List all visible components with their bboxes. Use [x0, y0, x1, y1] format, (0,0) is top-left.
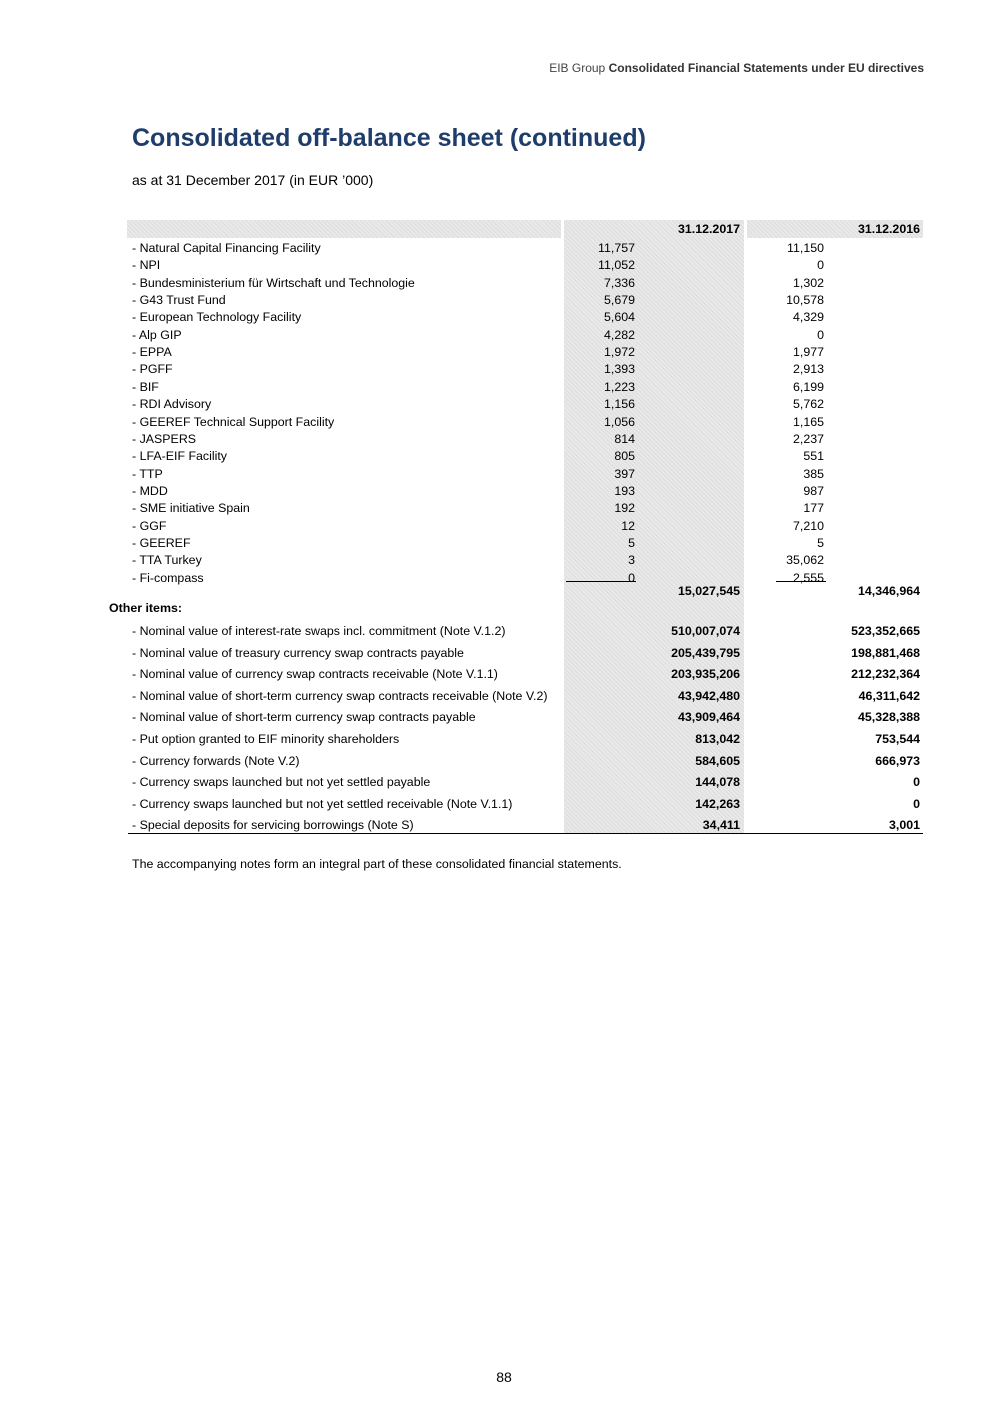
facility-value-2017: 5,604: [603, 310, 635, 325]
facility-value-2017: 5,679: [603, 293, 635, 308]
facility-value-2017: 1,393: [603, 362, 635, 377]
facility-label: - RDI Advisory: [132, 397, 212, 412]
running-header: [549, 61, 924, 75]
facility-value-2017: 11,052: [598, 258, 635, 273]
other-item-label: - Currency forwards (Note V.2): [132, 753, 300, 768]
facility-value-2016: 6,199: [792, 379, 824, 394]
other-item-value-2016: 45,328,388: [857, 710, 920, 725]
facility-value-2017: 397: [614, 466, 635, 481]
facility-value-2016: 0: [817, 327, 824, 342]
facility-value-2017: 12: [621, 518, 635, 533]
facility-label: - BIF: [132, 379, 159, 394]
facility-value-2016: 1,165: [792, 414, 824, 429]
other-item-value-2016: 198,881,468: [851, 645, 920, 660]
other-item-label: - Nominal value of interest-rate swaps incl. commitment (Note V.1.2): [132, 624, 506, 638]
facility-label: - PGFF: [132, 362, 173, 377]
facility-value-2016: 7,210: [792, 518, 824, 533]
column-header-2017: 31.12.2017: [677, 222, 740, 236]
facility-value-2017: 7,336: [603, 275, 635, 290]
other-item-value-2016: 3,001: [888, 818, 920, 833]
other-item-value-2017: 34,411: [702, 818, 740, 833]
facility-value-2016: 551: [803, 449, 824, 464]
other-item-value-2017: 584,605: [695, 753, 740, 768]
other-item-label: - Currency swaps launched but not yet settled payable: [132, 775, 431, 790]
other-item-value-2017: 144,078: [695, 775, 740, 790]
other-item-label: - Nominal value of short-term currency swap contracts receivable (Note V.2): [132, 688, 548, 703]
facility-label: - NPI: [132, 258, 161, 273]
page-number: 88: [496, 1369, 512, 1385]
facility-value-2016: 2,555: [792, 570, 824, 585]
facility-value-2016: 5,762: [792, 397, 824, 412]
other-item-label: - Nominal value of currency swap contracts receivable (Note V.1.1): [132, 667, 498, 682]
facility-value-2017: 3: [628, 553, 635, 568]
facilities-total-2016: 14,346,964: [857, 584, 920, 598]
other-item-label: - Put option granted to EIF minority shareholders: [132, 732, 400, 746]
facility-value-2016: 35,062: [786, 553, 824, 568]
facility-label: - Fi-compass: [132, 570, 204, 585]
facility-value-2016: 1,302: [792, 275, 824, 290]
facility-label: - LFA-EIF Facility: [132, 449, 228, 464]
facility-label: - European Technology Facility: [132, 310, 302, 325]
other-item-value-2017: 205,439,795: [671, 645, 740, 660]
facility-value-2016: 0: [817, 258, 824, 273]
facility-value-2016: 2,237: [792, 431, 824, 446]
other-item-value-2016: 753,544: [875, 732, 920, 746]
other-item-value-2016: 0: [913, 796, 920, 811]
facilities-total-2017: 15,027,545: [677, 584, 740, 598]
facility-value-2017: 0: [628, 570, 635, 585]
other-item-label: - Special deposits for servicing borrowings (Note S): [132, 818, 414, 833]
facility-value-2016: 4,329: [792, 310, 824, 325]
facility-label: - MDD: [132, 483, 168, 498]
facility-value-2017: 1,056: [603, 414, 635, 429]
other-item-value-2016: 666,973: [875, 753, 920, 768]
facility-label: - GGF: [132, 518, 167, 533]
other-item-label: - Nominal value of short-term currency swap contracts payable: [132, 710, 476, 725]
facility-value-2017: 814: [614, 431, 635, 446]
other-item-label: - Nominal value of treasury currency swap contracts payable: [132, 645, 464, 660]
facility-label: - G43 Trust Fund: [132, 293, 226, 308]
other-item-value-2017: 203,935,206: [671, 667, 740, 682]
other-item-value-2017: 43,942,480: [677, 688, 740, 703]
facility-value-2017: 193: [614, 483, 635, 498]
facility-value-2016: 10,578: [786, 293, 824, 308]
facility-value-2017: 11,757: [598, 241, 635, 255]
other-item-value-2016: 0: [913, 775, 920, 790]
other-item-value-2017: 813,042: [695, 732, 740, 746]
other-item-value-2017: 142,263: [695, 796, 740, 811]
other-item-value-2016: 46,311,642: [858, 688, 920, 703]
facility-label: - Bundesministerium für Wirtschaft und Technologie: [132, 275, 415, 290]
facility-label: - GEEREF Technical Support Facility: [132, 414, 335, 429]
other-item-value-2016: 212,232,364: [851, 667, 920, 682]
facility-value-2017: 1,972: [603, 345, 635, 360]
subtotal-rule-2016: [776, 581, 826, 582]
page-title: Consolidated off-balance sheet (continued): [132, 124, 646, 152]
header-band-label: [127, 220, 561, 238]
facility-value-2017: 1,223: [603, 379, 635, 394]
header-org: EIB Group: [549, 61, 606, 75]
facility-label: - Alp GIP: [132, 327, 182, 342]
facility-label: - SME initiative Spain: [132, 501, 250, 516]
facility-value-2016: 5: [817, 535, 824, 550]
facility-value-2017: 805: [614, 449, 635, 464]
facility-value-2016: 177: [803, 501, 824, 516]
other-items-heading: Other items:: [109, 601, 182, 615]
facility-value-2016: 2,913: [792, 362, 824, 377]
page-subtitle: as at 31 December 2017 (in EUR ’000): [132, 172, 374, 188]
facility-value-2016: 987: [803, 483, 824, 498]
other-item-value-2017: 43,909,464: [677, 710, 740, 725]
other-item-value-2016: 523,352,665: [851, 624, 920, 638]
header-doc-title: Consolidated Financial Statements under EU directives: [608, 61, 924, 75]
subtotal-rule-2017: [566, 581, 636, 582]
other-item-label: - Currency swaps launched but not yet settled receivable (Note V.1.1): [132, 796, 513, 811]
other-item-value-2017: 510,007,074: [671, 624, 740, 638]
facility-label: - JASPERS: [132, 431, 197, 446]
facility-value-2016: 385: [803, 466, 824, 481]
footnote: The accompanying notes form an integral part of these consolidated financial statements.: [132, 857, 622, 871]
facility-value-2017: 192: [614, 501, 635, 516]
facility-label: - EPPA: [132, 345, 172, 360]
facility-value-2017: 4,282: [603, 327, 635, 342]
facility-value-2016: 11,150: [787, 241, 824, 255]
table-bottom-rule: [128, 833, 923, 834]
facility-label: - GEEREF: [132, 535, 191, 550]
column-header-2016: 31.12.2016: [857, 222, 920, 236]
facility-label: - TTP: [132, 466, 163, 481]
facility-value-2016: 1,977: [792, 345, 824, 360]
facility-value-2017: 5: [628, 535, 635, 550]
facility-value-2017: 1,156: [603, 397, 635, 412]
facility-label: - Natural Capital Financing Facility: [132, 241, 321, 255]
facility-label: - TTA Turkey: [132, 553, 202, 568]
